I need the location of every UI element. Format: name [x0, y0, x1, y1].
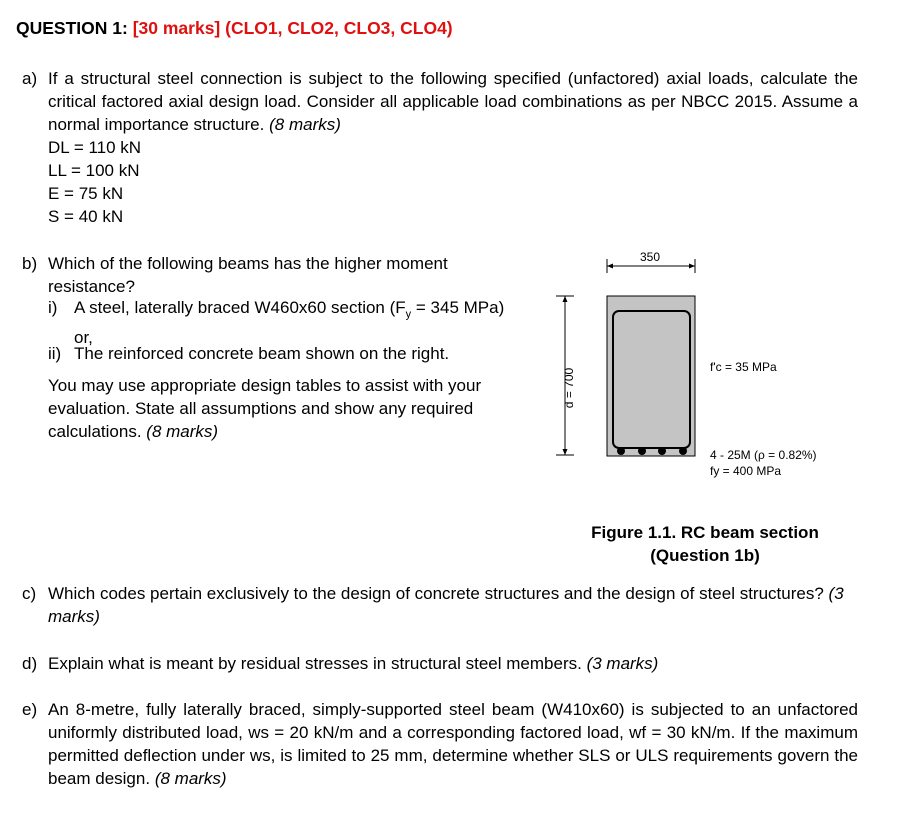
part-b-extra-text: You may use appropriate design tables to assist with your evaluation. State all assumptions and show any required calculations.	[48, 376, 482, 441]
load-s: S = 40 kN	[48, 207, 124, 226]
rebar-label: 4 - 25M (ρ = 0.82%)	[710, 448, 817, 462]
part-c-marks: (3 marks)	[48, 584, 844, 626]
depth-arrow-top	[563, 296, 568, 302]
fc-label: f'c = 35 MPa	[710, 360, 777, 374]
part-a-loads	[48, 136, 141, 228]
part-e-text	[48, 698, 858, 790]
part-d-marks: (3 marks)	[586, 654, 659, 673]
part-c-label: c)	[22, 584, 37, 603]
part-b-marks: (8 marks)	[146, 422, 219, 441]
load-e: E = 75 kN	[48, 184, 124, 203]
part-b-question: Which of the following beams has the higher moment resistance?	[48, 254, 448, 296]
load-ll: LL = 100 kN	[48, 161, 140, 180]
depth-arrow-bottom	[563, 449, 568, 455]
part-d-label: d)	[22, 654, 38, 673]
part-a-question: If a structural steel connection is subject to the following specified (unfactored) axial loads, calculate the critical factored axial design load. Consider all applicable load combinations as per NBCC 2015. Assume a normal importance structure.	[48, 69, 858, 134]
part-c-text	[48, 582, 868, 628]
width-arrow-left	[607, 264, 613, 269]
rc-beam-figure	[540, 245, 870, 490]
width-arrow-right	[689, 264, 695, 269]
part-b-extra	[48, 374, 523, 443]
rebar-2	[638, 447, 646, 455]
question-number: QUESTION 1:	[16, 18, 128, 38]
question-marks: [30 marks] (CLO1, CLO2, CLO3, CLO4)	[132, 18, 453, 38]
part-b-i-text-1: A steel, laterally braced W460x60 section (F	[74, 298, 406, 317]
part-e-label: e)	[22, 700, 38, 719]
rebar-3	[658, 447, 666, 455]
fy-label: fy = 400 MPa	[710, 464, 782, 478]
part-c-question: Which codes pertain exclusively to the design of concrete structures and the design of steel structures?	[48, 584, 824, 603]
part-b-ii-text: The reinforced concrete beam shown on the right.	[74, 344, 450, 363]
part-a-marks: (8 marks)	[269, 115, 341, 134]
part-e-marks: (8 marks)	[154, 769, 227, 788]
part-b-label: b)	[22, 254, 38, 273]
part-b-ii-label: ii)	[48, 344, 62, 363]
figure-caption	[560, 521, 850, 567]
concrete-section	[607, 296, 695, 456]
part-b-i-text-2: = 345 MPa) or,	[74, 298, 505, 348]
rebar-1	[617, 447, 625, 455]
part-a-label: a)	[22, 69, 38, 88]
part-d-text	[48, 652, 658, 675]
rebar-4	[679, 447, 687, 455]
load-dl: DL = 110 kN	[48, 138, 142, 157]
figure-caption-line-2: (Question 1b)	[650, 546, 760, 565]
part-b-i-label: i)	[48, 298, 58, 317]
figure-caption-line-1: Figure 1.1. RC beam section	[591, 523, 819, 542]
part-d-question: Explain what is meant by residual stresses in structural steel members.	[48, 654, 582, 673]
question-title	[16, 18, 453, 39]
part-e-question: An 8-metre, fully laterally braced, simply-supported steel beam (W410x60) is subjected to an unfactored uniformly distributed load, ws = 20 kN/m and a corresponding factored load, wf = 30 kN/m. If the maximum permitted deflection under ws, is limited to 25 mm, determine whether SLS or ULS requirements govern the beam design.	[48, 700, 858, 788]
part-b-i-sub: y	[405, 308, 412, 321]
part-a-text	[48, 67, 858, 136]
width-label: 350	[640, 250, 661, 264]
depth-label: d = 700	[562, 367, 576, 409]
